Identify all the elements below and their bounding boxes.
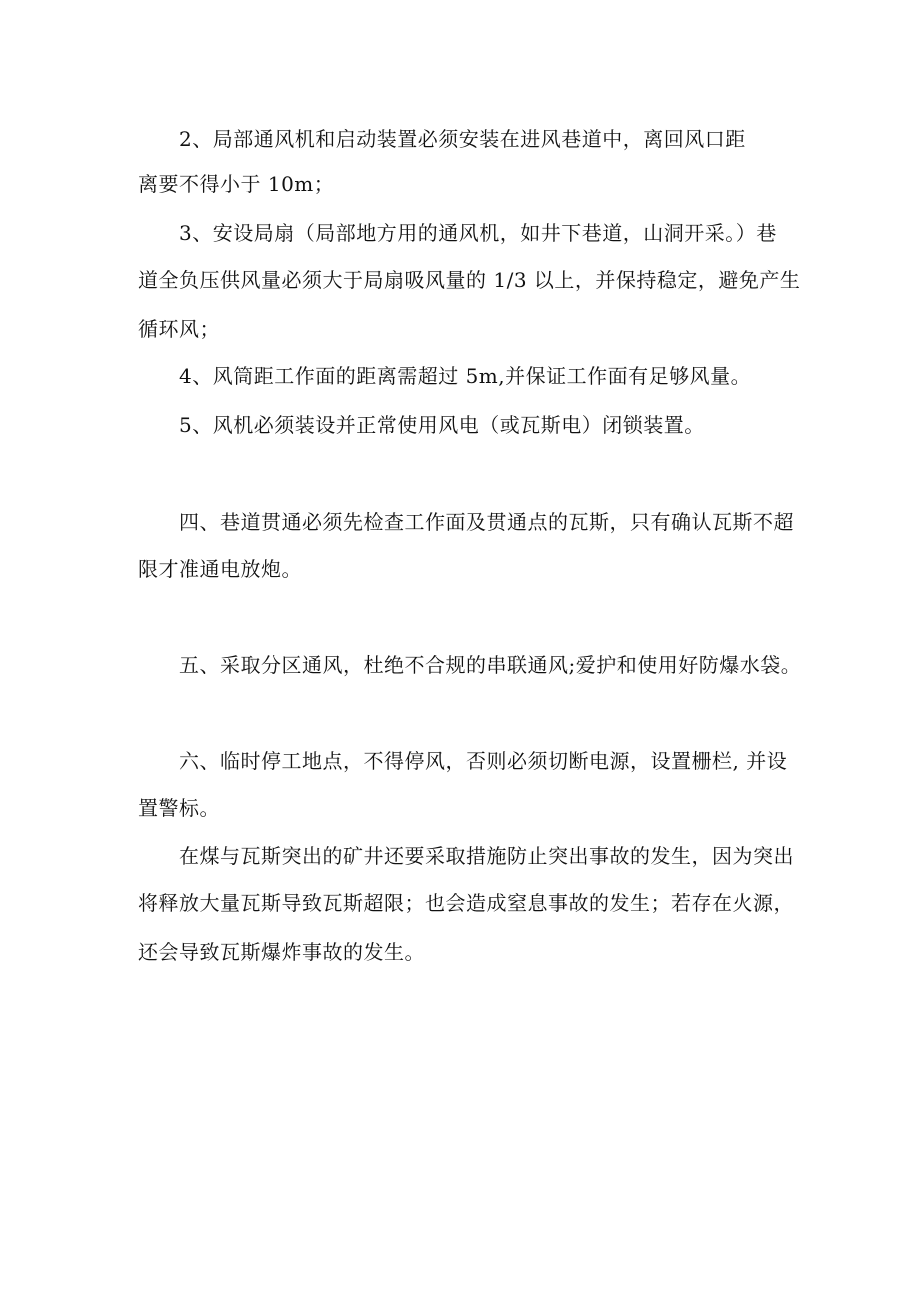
item-2-line-1: 2、局部通风机和启动装置必须安装在进风巷道中，离回风口距	[179, 127, 746, 151]
item-2-line-2: 离要不得小于 10m；	[138, 172, 335, 196]
closing-para-line-3: 还会导致瓦斯爆炸事故的发生。	[138, 940, 425, 964]
section-4-line-2: 限才准通电放炮。	[138, 557, 302, 581]
closing-para-line-2: 将释放大量瓦斯导致瓦斯超限；也会造成窒息事故的发生；若存在火源，	[138, 891, 794, 915]
item-3-line-3: 循环风；	[138, 317, 220, 341]
closing-para-line-1: 在煤与瓦斯突出的矿井还要采取措施防止突出事故的发生，因为突出	[179, 844, 794, 868]
section-6-line-1: 六、临时停工地点，不得停风，否则必须切断电源，设置栅栏, 并设	[179, 749, 788, 773]
section-5-line-1: 五、采取分区通风，杜绝不合规的串联通风;爱护和使用好防爆水袋。	[179, 653, 802, 677]
item-5-line-1: 5、风机必须装设并正常使用风电（或瓦斯电）闭锁装置。	[179, 413, 705, 437]
item-3-line-2: 道全负压供风量必须大于局扇吸风量的 1/3 以上，并保持稳定，避免产生	[138, 268, 801, 292]
section-4-line-1: 四、巷道贯通必须先检查工作面及贯通点的瓦斯，只有确认瓦斯不超	[179, 510, 794, 534]
item-3-line-1: 3、安设局扇（局部地方用的通风机，如井下巷道，山洞开采。）巷	[179, 221, 777, 245]
section-6-line-2: 置警标。	[138, 796, 220, 820]
item-4-line-1: 4、风筒距工作面的距离需超过 5m,并保证工作面有足够风量。	[179, 364, 752, 388]
